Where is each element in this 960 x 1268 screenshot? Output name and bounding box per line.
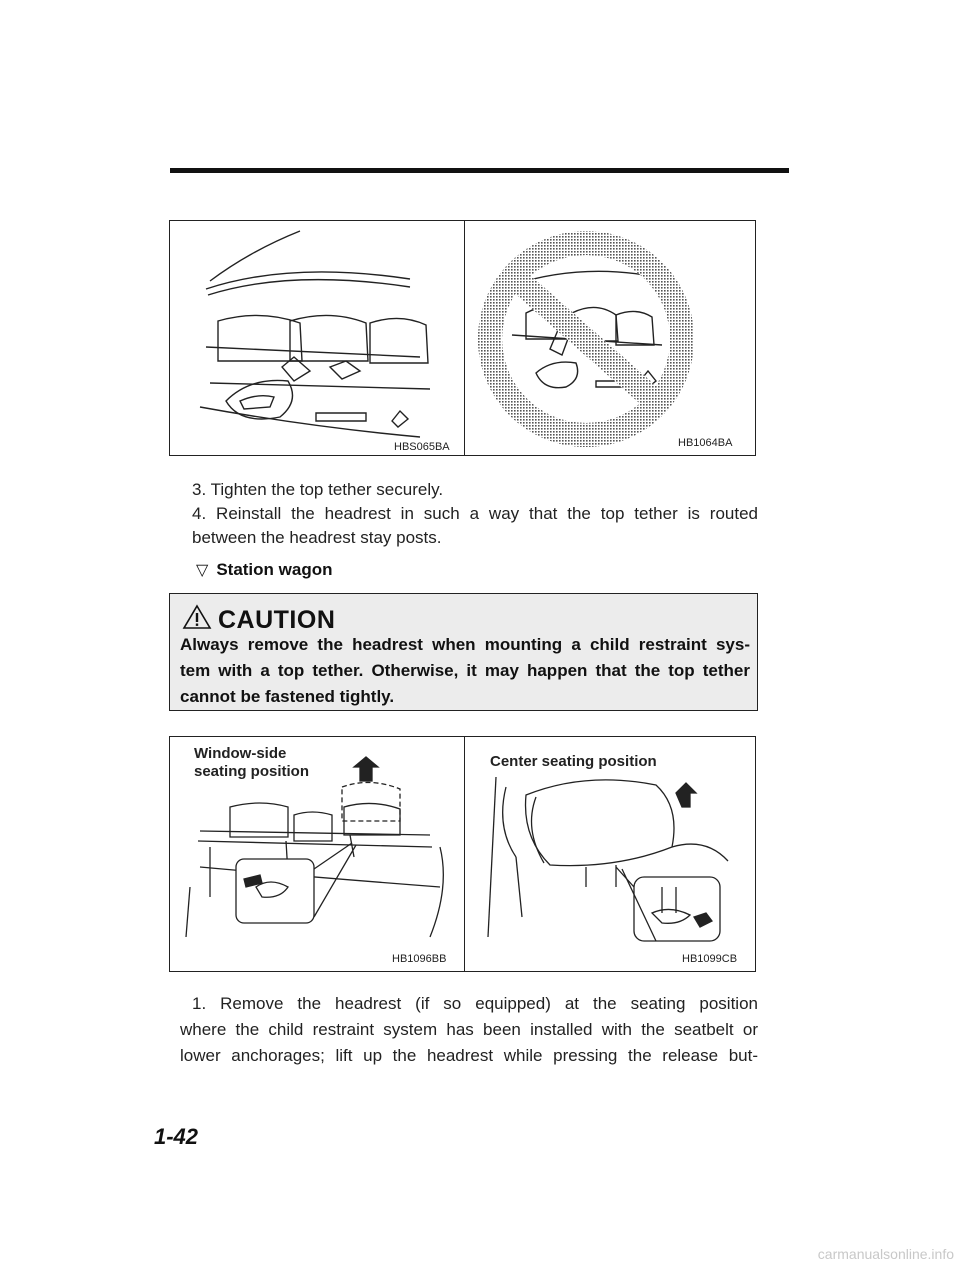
step-1-line: lower anchorages; lift up the headrest while pressing the release but- [180, 1046, 758, 1065]
caution-line: cannot be fastened tightly. [180, 687, 395, 706]
step-1-line: 1. Remove the headrest (if so equipped) at the seating position [192, 994, 758, 1013]
window-side-label [194, 745, 309, 781]
up-arrow-icon [354, 757, 378, 781]
bottom-figure [169, 736, 756, 972]
caution-line: tem with a top tether. Otherwise, it may happen that the top tether [180, 661, 750, 680]
center-seating-label: Center seating position [490, 753, 657, 770]
step-3: 3. Tighten the top tether securely. [192, 480, 444, 499]
page-number: 1-42 [154, 1124, 199, 1149]
up-arrow-icon [676, 783, 696, 807]
label-line: Window-side [194, 745, 287, 762]
label-line: seating position [194, 763, 310, 780]
rear-seat-tether-illustration [170, 221, 464, 455]
header-rule [170, 168, 789, 173]
bottom-figure-left [170, 737, 464, 971]
caution-line: Always remove the headrest when mounting a child restraint sys- [180, 635, 750, 654]
figure-code: HB1064BA [678, 437, 733, 449]
step-4: 4. Reinstall the headrest in such a way that the top tether is routed between the headrest stay posts. [192, 504, 758, 547]
triangle-marker-icon: ▽ [196, 562, 209, 579]
caution-box [169, 593, 758, 711]
bottom-figure-right [466, 737, 756, 971]
prohibited-mounting-illustration [466, 221, 756, 455]
figure-divider [464, 737, 465, 971]
caution-body [180, 632, 750, 710]
figure-code: HB1099CB [682, 953, 738, 965]
center-headrest-illustration [466, 737, 756, 971]
top-figure-right [466, 221, 756, 455]
figure-code: HBS065BA [394, 441, 450, 453]
step-1-line: where the child restraint system has been installed with the seatbelt or [180, 1020, 758, 1039]
section-subheading [196, 560, 332, 580]
subheading-text: Station wagon [216, 560, 333, 579]
top-figure [169, 220, 756, 456]
top-figure-left [170, 221, 464, 455]
footer-watermark[interactable]: carmanualsonline.info [817, 1246, 954, 1262]
warning-triangle-icon [182, 604, 212, 630]
caution-title: CAUTION [218, 606, 336, 634]
figure-divider [464, 221, 465, 455]
figure-code: HB1096BB [392, 953, 447, 965]
